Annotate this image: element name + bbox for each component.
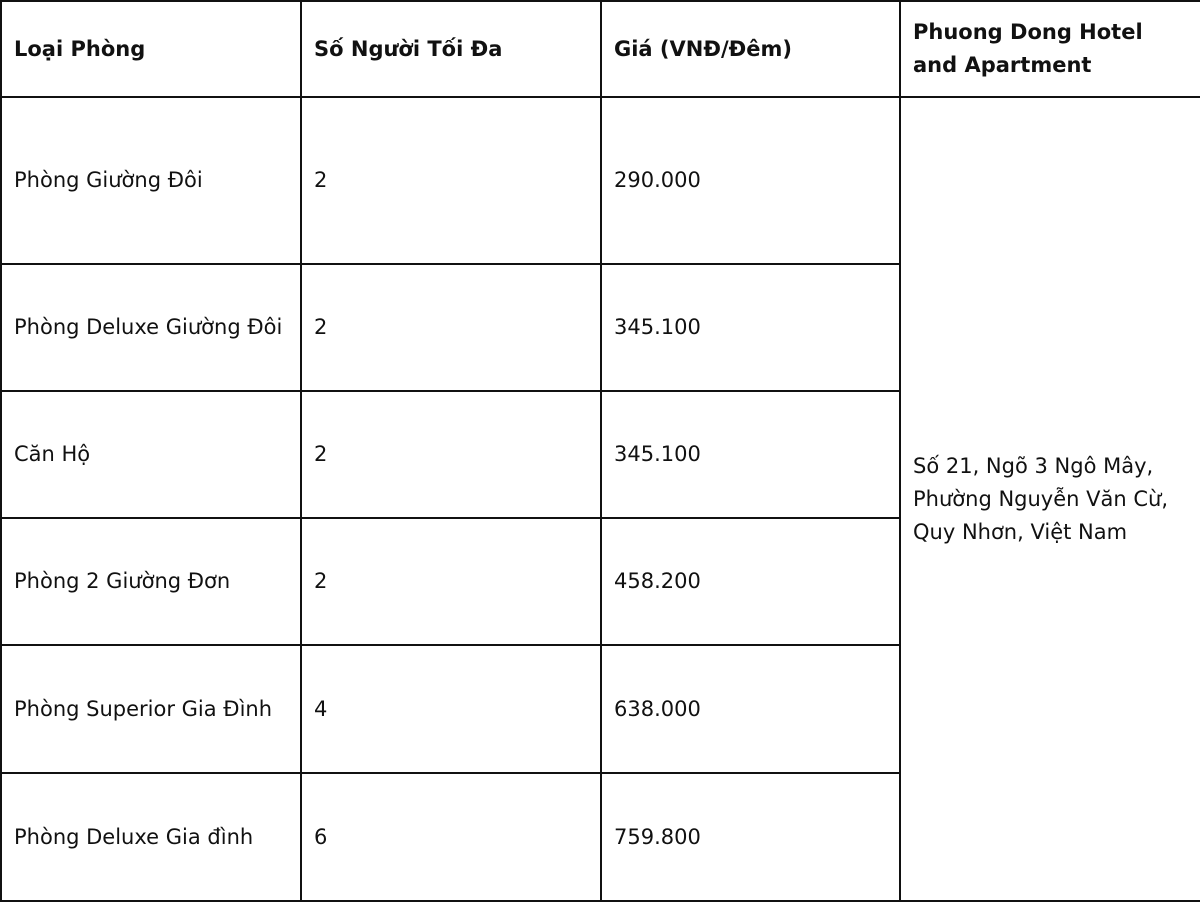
max-people-cell: 4	[301, 645, 601, 773]
max-people-cell: 2	[301, 264, 601, 391]
room-type-cell: Phòng Deluxe Giường Đôi	[1, 264, 301, 391]
header-max-people: Số Người Tối Đa	[301, 1, 601, 97]
price-cell: 638.000	[601, 645, 900, 773]
room-type-cell: Phòng Deluxe Gia đình	[1, 773, 301, 901]
header-room-type: Loại Phòng	[1, 1, 301, 97]
table-header-row	[1, 1, 1200, 97]
price-cell: 759.800	[601, 773, 900, 901]
hotel-address-cell: Số 21, Ngõ 3 Ngô Mây, Phường Nguyễn Văn Cừ, Quy Nhơn, Việt Nam	[900, 97, 1200, 901]
max-people-cell: 6	[301, 773, 601, 901]
max-people-cell: 2	[301, 518, 601, 645]
max-people-cell: 2	[301, 391, 601, 518]
header-price: Giá (VNĐ/Đêm)	[601, 1, 900, 97]
room-type-cell: Phòng 2 Giường Đơn	[1, 518, 301, 645]
room-type-cell: Phòng Superior Gia Đình	[1, 645, 301, 773]
price-cell: 290.000	[601, 97, 900, 264]
table-row	[1, 97, 1200, 264]
header-hotel-name: Phuong Dong Hotel and Apartment	[900, 1, 1200, 97]
price-cell: 458.200	[601, 518, 900, 645]
room-type-cell: Phòng Giường Đôi	[1, 97, 301, 264]
max-people-cell: 2	[301, 97, 601, 264]
price-cell: 345.100	[601, 391, 900, 518]
price-cell: 345.100	[601, 264, 900, 391]
room-type-cell: Căn Hộ	[1, 391, 301, 518]
